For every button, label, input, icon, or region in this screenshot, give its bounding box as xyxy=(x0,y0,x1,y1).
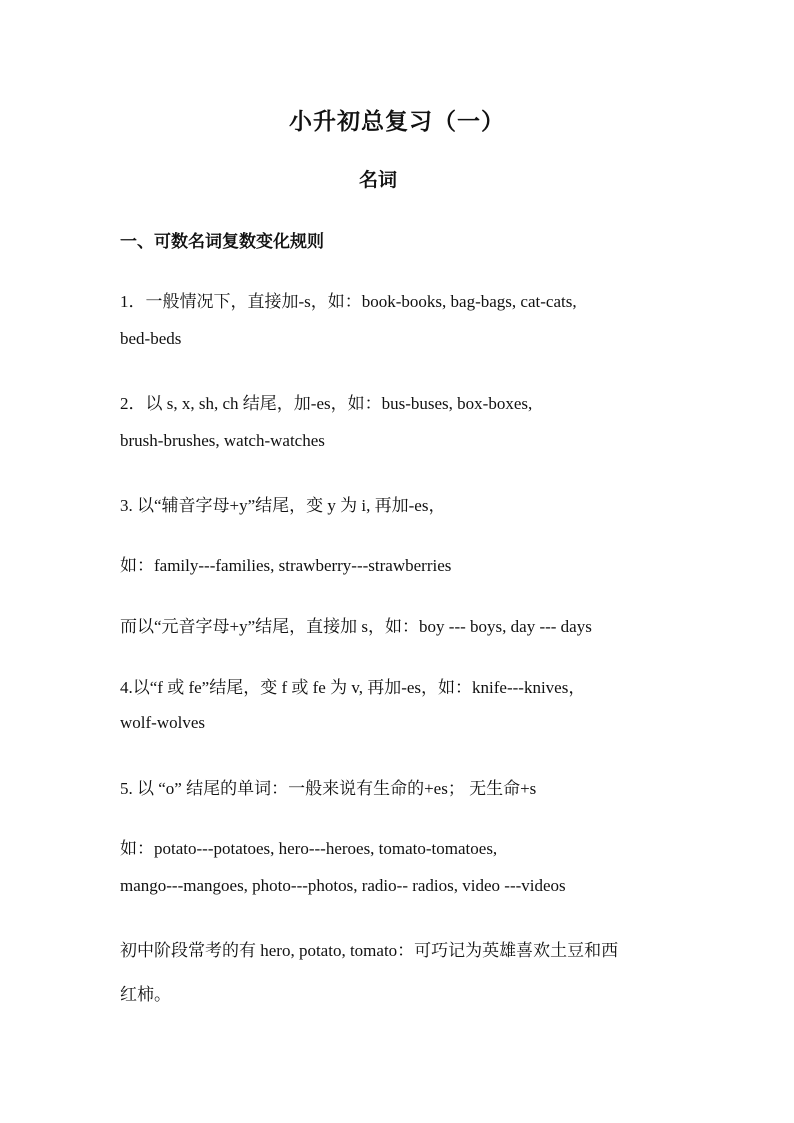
rule-5-line-1: 5. 以 “o” 结尾的单词：一般来说有生命的+es； 无生命+s xyxy=(120,779,537,798)
rule-1-line-1: 1．一般情况下，直接加-s，如：book-books, bag-bags, cat-cats, xyxy=(120,292,577,311)
rule-1-line-2: bed-beds xyxy=(120,329,182,348)
page-subtitle: 名词 xyxy=(358,170,397,191)
rule-3-line-1: 3. 以“辅音字母+y”结尾，变 y 为 i, 再加-es， xyxy=(120,496,446,515)
rule-5-line-3: mango---mangoes, photo---photos, radio-- radios, video ---videos xyxy=(120,876,566,895)
rule-2-line-2: brush-brushes, watch-watches xyxy=(120,431,325,450)
rule-4-line-1: 4.以“f 或 fe”结尾，变 f 或 fe 为 v, 再加-es，如：knife---knives， xyxy=(120,678,586,697)
rule-2-line-1: 2．以 s, x, sh, ch 结尾，加-es，如：bus-buses, box-boxes, xyxy=(120,394,533,413)
rule-4-line-2: wolf-wolves xyxy=(120,713,205,732)
rule-3-line-3: 而以“元音字母+y”结尾，直接加 s，如：boy --- boys, day --- days xyxy=(120,617,592,636)
rule-5-line-4: 初中阶段常考的有 hero, potato, tomato：可巧记为英雄喜欢土豆和西 xyxy=(120,941,619,960)
section-heading: 一、可数名词复数变化规则 xyxy=(120,232,324,251)
rule-5-line-2: 如：potato---potatoes, hero---heroes, tomato-tomatoes, xyxy=(120,839,498,858)
page-title: 小升初总复习（一） xyxy=(289,109,505,134)
rule-5-line-5: 红柿。 xyxy=(120,985,171,1004)
rule-3-line-2: 如：family---families, strawberry---strawberries xyxy=(120,556,452,575)
